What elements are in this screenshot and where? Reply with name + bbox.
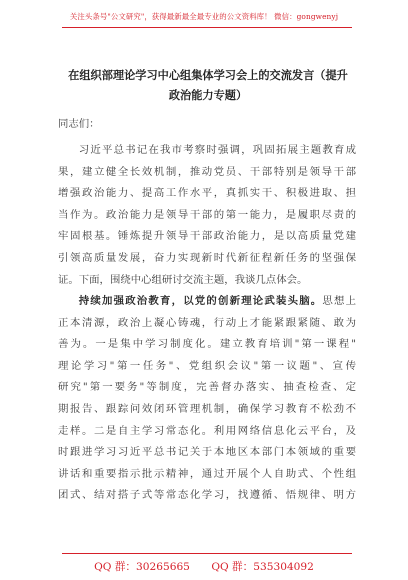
paragraph-line: 善为。一是集中学习制度化。建立教育培训"第一课程" (58, 338, 356, 351)
paragraph-line: 证。下面，围绕中心组研讨交流主题，我谈几点体会。 (58, 273, 308, 286)
header-banner: 关注头条号"公文研究"，获得最新最全最专业的公文资料库！ 微信：gongwenyj (69, 12, 339, 21)
paragraph-line: 期报告、跟踪问效闭环管理机制，确保学习教育不松劲不 (58, 402, 356, 415)
title-line-1: 在组织部理论学习中心组集体学习会上的交流发言（提升 (68, 69, 348, 82)
paragraph-line: 走样。二是自主学习常态化。利用网络信息化云平台，及 (58, 424, 356, 437)
section-heading: 持续加强政治教育，以党的创新理论武装头脑。 (78, 295, 323, 307)
paragraph-line: 引领高质量发展，奋力实现新时代新征程新任务的坚强保 (58, 251, 356, 264)
footer-divider (62, 553, 352, 554)
paragraph-line: 讲话和重要指示批示精神，通过开展个人自助式、个性组 (58, 467, 356, 480)
paragraph-heading-line (58, 291, 356, 313)
paragraph-line: 习近平总书记在我市考察时强调，巩固拓展主题教育成 (78, 144, 356, 156)
footer (0, 559, 408, 574)
footer-qq-group-2: QQ 群：535304092 (211, 561, 314, 573)
paragraph-line: 增强政治能力、提高工作水平，真抓实干、积极进取、担 (58, 187, 356, 200)
footer-qq-group-1: QQ 群：30265665 (94, 561, 190, 573)
paragraph-line: 理论学习"第一任务"、党组织会议"第一议题"、宣传 (58, 359, 356, 372)
paragraph-line: 牢固根基。锤炼提升领导干部政治能力，是以高质量党建 (58, 230, 356, 243)
paragraph-line: 团式、结对搭子式等常态化学习，找遵循、悟规律、明方 (58, 489, 356, 502)
header-divider (62, 27, 352, 28)
paragraph-line: 研究"第一要务"等制度，完善督办落实、抽查检查、定 (58, 381, 356, 394)
paragraph-line: 果，建立健全长效机制，推动党员、干部特别是领导干部 (58, 165, 356, 178)
paragraph-line-tail: 思想上 (322, 295, 356, 307)
paragraph-line: 时跟进学习习近平总书记关于本地区本部门本领域的重要 (58, 446, 356, 459)
paragraph-2 (58, 291, 356, 507)
title-line-2: 政治能力专题） (168, 89, 248, 102)
document-title (58, 66, 358, 106)
paragraph-line: 当作为。政治能力是领导干部的第一能力，是履职尽责的 (58, 208, 356, 221)
paragraph-line: 正本清源，政治上凝心铸魂，行动上才能紧跟紧随、敢为 (58, 316, 356, 329)
salutation: 同志们： (58, 118, 100, 130)
paragraph-1 (58, 140, 356, 291)
